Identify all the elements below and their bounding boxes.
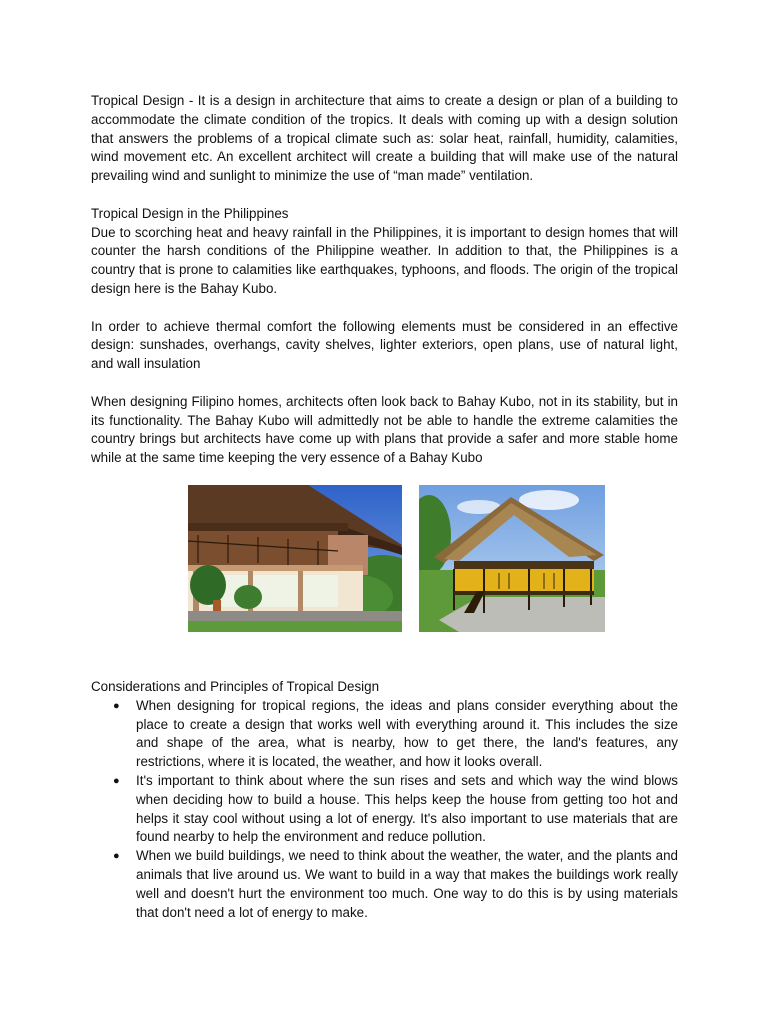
bahay-kubo-photo: [419, 485, 605, 632]
spacer: [91, 186, 678, 205]
list-item: [91, 847, 678, 922]
list-item-text: It's important to think about where the sun rises and sets and which way the wind blows when deciding how to build a house. This helps keep the house from getting too hot and helps it stay cool without using a lot of energy. It's also important to use materials that are found nearby to help the environment and reduce pollution.: [136, 772, 678, 845]
document-body: [91, 92, 678, 922]
modern-tropical-house-photo: [188, 485, 402, 632]
spacer: [91, 299, 678, 318]
considerations-heading: Considerations and Principles of Tropical Design: [91, 678, 380, 694]
considerations-list: [91, 697, 678, 923]
intro-paragraph: Tropical Design - It is a design in architecture that aims to create a design or plan of a building to accommodate the climate condition of the tropics. It deals with coming up with a design solution that answers the problems of a tropical climate such as: solar heat, rainfall, humidity, calamities, wind movement etc. An excellent architect will create a building that will make use of the natural prevailing wind and sunlight to minimize the use of “man made” ventilation.: [91, 93, 678, 184]
bullet-icon: ●: [113, 699, 120, 712]
bullet-icon: ●: [113, 774, 120, 787]
thermal-comfort-paragraph: In order to achieve thermal comfort the following elements must be considered in an effective design: sunshades, overhangs, cavity shelves, lighter exteriors, open plans, use of natural light, and wall insulation: [91, 318, 678, 372]
photo-row: [91, 468, 678, 678]
philippines-paragraph: Due to scorching heat and heavy rainfall in the Philippines, it is important to design homes that will counter the harsh conditions of the Philippine weather. In addition to that, the Philippines is a country that is prone to calamities like earthquakes, typhoons, and floods. The origin of the tropical design here is the Bahay Kubo.: [91, 224, 678, 296]
filipino-homes-paragraph: When designing Filipino homes, architects often look back to Bahay Kubo, not in its stability, but in its functionality. The Bahay Kubo will admittedly not be able to handle the extreme calamities the country brings but architects have come up with plans that provide a safer and more stable home while at the same time keeping the very essence of a Bahay Kubo: [91, 393, 678, 466]
list-item-text: When we build buildings, we need to think about the weather, the water, and the plants and animals that live around us. We want to build in a way that makes the buildings work really well and doesn't hurt the environment too much. One way to do this is by using materials that don't need a lot of energy to make.: [136, 848, 678, 920]
philippines-heading: Tropical Design in the Philippines: [91, 205, 289, 221]
bullet-icon: ●: [113, 850, 120, 863]
list-item: [91, 697, 678, 772]
list-item-text: When designing for tropical regions, the ideas and plans consider everything about the place to create a design that works well with everything around it. This includes the size and shape of the area, what is nearby, how to get there, the land's features, any restrictions, where it is located, the weather, and how it looks overall.: [136, 697, 678, 770]
spacer: [91, 374, 678, 393]
list-item: [91, 772, 678, 847]
